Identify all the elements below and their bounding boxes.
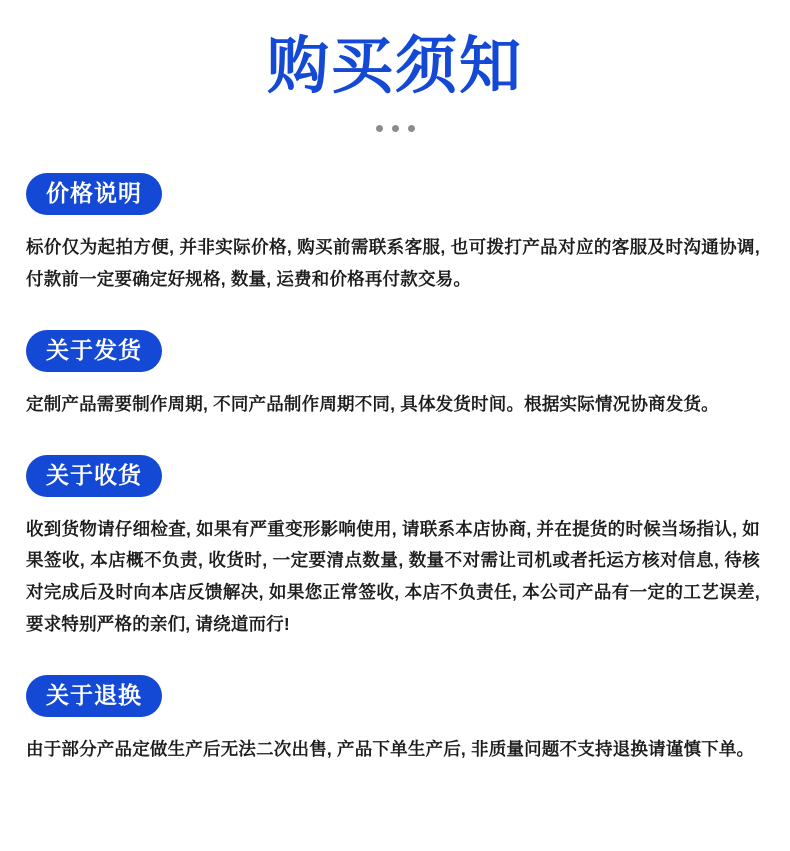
separator-dot-icon	[392, 125, 399, 132]
section-badge: 价格说明	[26, 173, 162, 215]
sections-container	[0, 173, 790, 766]
section-returns	[26, 675, 766, 766]
section-body-text: 定制产品需要制作周期, 不同产品制作周期不同, 具体发货时间。根据实际情况协商发货。	[26, 393, 719, 414]
section-price-info	[26, 173, 766, 296]
separator-dot-icon	[376, 125, 383, 132]
section-body-text: 标价仅为起拍方便, 并非实际价格, 购买前需联系客服, 也可拨打产品对应的客服及时沟通协调, 付款前一定要确定好规格, 数量, 运费和价格再付款交易。	[26, 237, 760, 289]
section-badge: 关于发货	[26, 330, 162, 372]
section-body-text: 收到货物请仔细检查, 如果有严重变形影响使用, 请联系本店协商, 并在提货的时候当场指认, 如果签收, 本店概不负责, 收货时, 一定要清点数量, 数量不对需让司机或者托运方核对信息, 待核对完成后及时向本店反馈解决, 如果您正常签收, 本店不负责任, 本公司产品有一定的工艺误差, 要求特别严格的亲们, 请绕道而行!	[26, 518, 760, 635]
page-title: 购买须知	[266, 32, 523, 101]
page-header	[0, 0, 790, 133]
section-shipping	[26, 330, 766, 421]
separator-dot-icon	[408, 125, 415, 132]
section-receiving	[26, 455, 766, 641]
section-body-text: 由于部分产品定做生产后无法二次出售, 产品下单生产后, 非质量问题不支持退换请谨慎下单。	[26, 739, 755, 759]
dot-separator	[0, 123, 790, 133]
section-badge: 关于退换	[26, 675, 162, 717]
section-badge: 关于收货	[26, 455, 162, 497]
